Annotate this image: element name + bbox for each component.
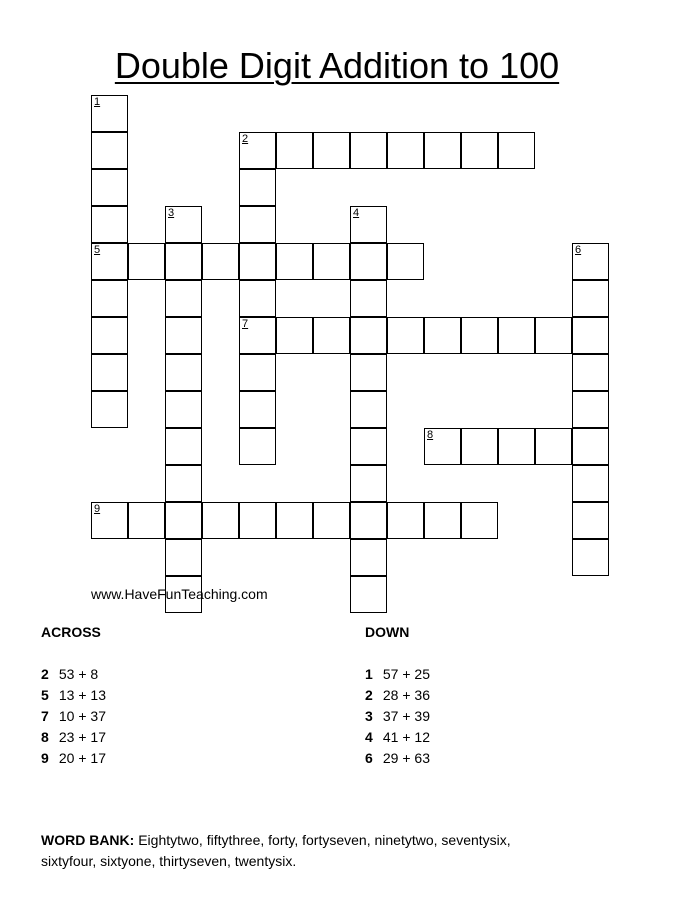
across-clue: 5 13 + 13	[41, 687, 106, 703]
crossword-cell[interactable]	[424, 502, 461, 539]
crossword-cell[interactable]	[461, 317, 498, 354]
crossword-cell[interactable]	[239, 354, 276, 391]
crossword-cell[interactable]	[239, 206, 276, 243]
across-clue: 7 10 + 37	[41, 708, 106, 724]
crossword-cell[interactable]	[387, 243, 424, 280]
down-clue: 1 57 + 25	[365, 666, 430, 682]
crossword-cell[interactable]	[572, 243, 609, 280]
clue-number: 2	[242, 133, 249, 145]
crossword-cell[interactable]	[424, 132, 461, 169]
crossword-cell[interactable]	[572, 465, 609, 502]
crossword-cell[interactable]	[350, 354, 387, 391]
crossword-cell[interactable]	[387, 502, 424, 539]
crossword-cell[interactable]	[91, 317, 128, 354]
word-bank-words: Eightytwo, fiftythree, forty, fortyseven, ninetytwo, seventysix, sixtyfour, sixtyone, thirtyseven, twentysix.	[41, 832, 511, 869]
crossword-cell[interactable]	[165, 502, 202, 539]
crossword-cell[interactable]	[91, 95, 128, 132]
crossword-cell[interactable]	[239, 317, 276, 354]
crossword-cell[interactable]	[202, 243, 239, 280]
crossword-cell[interactable]	[535, 317, 572, 354]
crossword-cell[interactable]	[387, 132, 424, 169]
word-bank-label: WORD BANK:	[41, 832, 135, 848]
clue-number: 3	[168, 207, 175, 219]
crossword-cell[interactable]	[91, 243, 128, 280]
across-heading: ACROSS	[41, 624, 101, 640]
across-clue: 8 23 + 17	[41, 729, 106, 745]
crossword-cell[interactable]	[313, 243, 350, 280]
crossword-cell[interactable]	[350, 132, 387, 169]
crossword-cell[interactable]	[276, 132, 313, 169]
worksheet-title: Double Digit Addition to 100	[114, 45, 560, 86]
crossword-cell[interactable]	[313, 317, 350, 354]
across-clue: 9 20 + 17	[41, 750, 106, 766]
clue-number: 4	[353, 207, 360, 219]
crossword-cell[interactable]	[165, 428, 202, 465]
crossword-cell[interactable]	[461, 502, 498, 539]
crossword-cell[interactable]	[276, 243, 313, 280]
crossword-cell[interactable]	[350, 502, 387, 539]
down-clue: 3 37 + 39	[365, 708, 430, 724]
crossword-cell[interactable]	[91, 354, 128, 391]
crossword-cell[interactable]	[572, 539, 609, 576]
clue-number: 5	[94, 244, 101, 256]
crossword-cell[interactable]	[165, 243, 202, 280]
crossword-cell[interactable]	[165, 391, 202, 428]
crossword-cell[interactable]	[313, 502, 350, 539]
crossword-cell[interactable]	[313, 132, 350, 169]
crossword-cell[interactable]	[91, 206, 128, 243]
crossword-cell[interactable]	[535, 428, 572, 465]
crossword-cell[interactable]	[128, 502, 165, 539]
down-clue-list	[365, 666, 430, 771]
crossword-cell[interactable]	[91, 132, 128, 169]
crossword-cell[interactable]	[350, 465, 387, 502]
crossword-cell[interactable]	[350, 243, 387, 280]
crossword-cell[interactable]	[572, 317, 609, 354]
down-clue: 4 41 + 12	[365, 729, 430, 745]
crossword-cell[interactable]	[572, 354, 609, 391]
crossword-cell[interactable]	[239, 169, 276, 206]
crossword-cell[interactable]	[165, 317, 202, 354]
crossword-cell[interactable]	[350, 391, 387, 428]
crossword-cell[interactable]	[239, 280, 276, 317]
crossword-cell[interactable]	[461, 428, 498, 465]
crossword-cell[interactable]	[350, 280, 387, 317]
crossword-cell[interactable]	[572, 428, 609, 465]
crossword-cell[interactable]	[350, 576, 387, 613]
crossword-cell[interactable]	[498, 428, 535, 465]
crossword-cell[interactable]	[165, 354, 202, 391]
crossword-cell[interactable]	[498, 132, 535, 169]
across-clue: 2 53 + 8	[41, 666, 99, 682]
crossword-cell[interactable]	[128, 243, 165, 280]
crossword-cell[interactable]	[350, 539, 387, 576]
crossword-cell[interactable]	[239, 428, 276, 465]
crossword-cell[interactable]	[498, 317, 535, 354]
down-clue: 6 29 + 63	[365, 750, 430, 766]
crossword-cell[interactable]	[91, 280, 128, 317]
crossword-cell[interactable]	[424, 428, 461, 465]
clue-number: 9	[94, 503, 101, 515]
crossword-cell[interactable]	[276, 317, 313, 354]
crossword-cell[interactable]	[165, 539, 202, 576]
down-heading: DOWN	[365, 624, 410, 640]
clue-number: 8	[427, 429, 434, 441]
crossword-cell[interactable]	[424, 317, 461, 354]
across-clue-list	[41, 666, 106, 771]
crossword-cell[interactable]	[461, 132, 498, 169]
crossword-cell[interactable]	[350, 206, 387, 243]
crossword-cell[interactable]	[572, 391, 609, 428]
clue-number: 1	[94, 96, 101, 108]
crossword-cell[interactable]	[239, 391, 276, 428]
crossword-cell[interactable]	[91, 169, 128, 206]
crossword-cell[interactable]	[350, 317, 387, 354]
crossword-cell[interactable]	[91, 391, 128, 428]
website-credit: www.HaveFunTeaching.com	[91, 586, 268, 602]
clue-number: 7	[242, 318, 249, 330]
crossword-cell[interactable]	[387, 317, 424, 354]
word-bank	[41, 830, 561, 872]
crossword-cell[interactable]	[572, 502, 609, 539]
crossword-cell[interactable]	[239, 243, 276, 280]
down-clue: 2 28 + 36	[365, 687, 430, 703]
clue-number: 6	[575, 244, 582, 256]
crossword-cell[interactable]	[202, 502, 239, 539]
crossword-cell[interactable]	[165, 465, 202, 502]
crossword-cell[interactable]	[165, 280, 202, 317]
crossword-cell[interactable]	[165, 206, 202, 243]
crossword-cell[interactable]	[350, 428, 387, 465]
crossword-cell[interactable]	[276, 502, 313, 539]
crossword-cell[interactable]	[572, 280, 609, 317]
crossword-cell[interactable]	[239, 132, 276, 169]
crossword-cell[interactable]	[91, 502, 128, 539]
crossword-cell[interactable]	[239, 502, 276, 539]
